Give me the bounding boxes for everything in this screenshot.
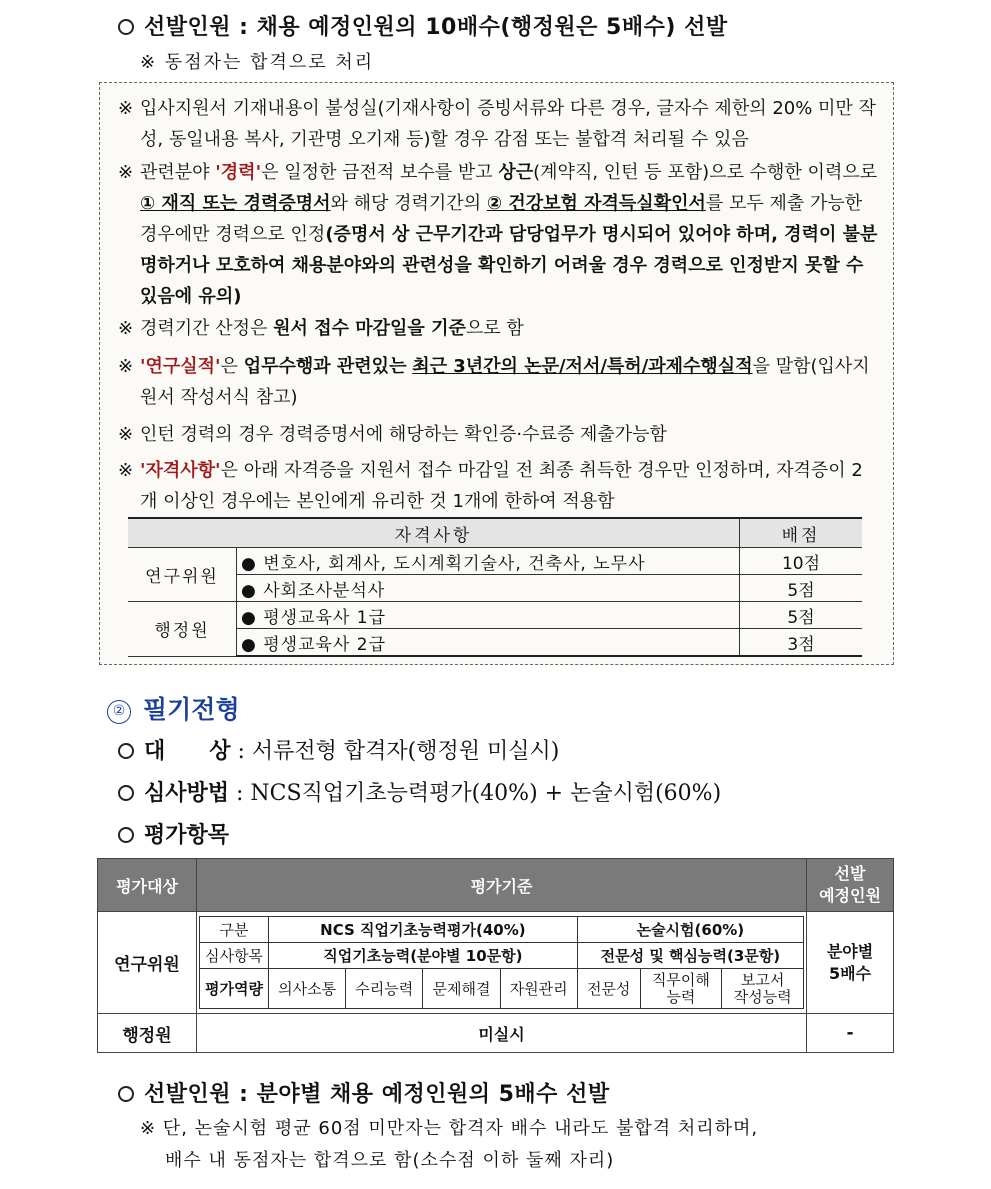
note-insincere: ※ 입사지원서 기재내용이 불성실(기재사항이 증빙서류와 다른 경우, 글자수 제한의 20% 미만 작성, 동일내용 복사, 기관명 오기재 등)할 경우 감점 또는 불합격 처리될 수 있음 <box>118 98 876 150</box>
table-row: 행정원 ● 평생교육사 1급 5점 <box>128 602 862 629</box>
selection-heading: 선발인원 : 채용 예정인원의 10배수(행정원은 5배수) 선발 <box>118 10 728 41</box>
circle-bullet-icon <box>118 1086 134 1102</box>
table-row: 행정원 미실시 - <box>98 1014 894 1053</box>
eval-head-select: 선발 예정인원 <box>807 859 894 912</box>
eval-head-criteria: 평가기준 <box>197 859 807 912</box>
note-research: ※ '연구실적'은 업무수행과 관련있는 최근 3년간의 논문/저서/특허/과제수행실적을 말함(입사지원서 작성서식 참고) <box>118 356 870 408</box>
note-intern: ※ 인턴 경력의 경우 경력증명서에 해당하는 확인증·수료증 제출가능함 <box>118 424 667 445</box>
qual-head-item: 자격사항 <box>128 518 740 548</box>
table-row: ● 평생교육사 2급 3점 <box>128 629 862 657</box>
circle-bullet-icon <box>118 743 134 759</box>
section-written-exam-title: ② 필기전형 <box>107 690 240 726</box>
target-row: 대 상 : 서류전형 합격자(행정원 미실시) <box>118 734 559 765</box>
bottom-note-2: 배수 내 동점자는 합격으로 함(소수점 이하 둘째 자리) <box>165 1150 615 1171</box>
circle-bullet-icon <box>118 19 134 35</box>
circle-bullet-icon <box>118 827 134 843</box>
qual-head-score: 배점 <box>740 518 863 548</box>
eval-inner-table: 구분 NCS 직업기초능력평가(40%) 논술시험(60%) 심사항목 직업기초능력(분야별 10문항) 전문성 및 핵심능력(3문항) 평가역량 의사소통 수리능력 문제해결 자원관리 전문성 직무이해 능력 보고서 작성능력 <box>199 916 804 1009</box>
table-row: ● 사회조사분석사 5점 <box>128 575 862 602</box>
eval-row-researcher: 연구위원 <box>98 912 197 1014</box>
qual-group-admin: 행정원 <box>128 602 237 657</box>
circle-bullet-icon <box>118 785 134 801</box>
eval-head-target: 평가대상 <box>98 859 197 912</box>
bottom-selection-heading: 선발인원 : 분야별 채용 예정인원의 5배수 선발 <box>118 1077 610 1108</box>
tie-note: ※ 동점자는 합격으로 처리 <box>140 52 375 73</box>
qualification-table <box>128 517 862 657</box>
note-career-period: ※ 경력기간 산정은 원서 접수 마감일을 기준으로 함 <box>118 318 524 339</box>
evaluation-table <box>97 858 894 1053</box>
bottom-note-1: ※ 단, 논술시험 평균 60점 미만자는 합격자 배수 내라도 불합격 처리하며, <box>140 1118 759 1139</box>
table-row <box>98 912 894 1014</box>
method-row: 심사방법 : NCS직업기초능력평가(40%) + 논술시험(60%) <box>118 776 721 807</box>
table-row: 연구위원 ● 변호사, 회계사, 도시계획기술사, 건축사, 노무사 10점 <box>128 548 862 575</box>
qual-group-researcher: 연구위원 <box>128 548 237 602</box>
note-career: ※ 관련분야 '경력'은 일정한 금전적 보수를 받고 상근(계약직, 인턴 등 포함)으로 수행한 이력으로 ① 재직 또는 경력증명서와 해당 경력기간의 ② 건강보험 자격득실확인서를 모두 제출 가능한 경우에만 경력으로 인정(증명서 상 근무기간과 담당업무가 명시되어 있어야 하며, 경력이 불분명하거나 모호하여 채용분야와의 관련성을 확인하기 어려울 경우 경력으로 인정받지 못할 수 있음에 유의) <box>118 162 878 307</box>
notes-box <box>99 82 894 665</box>
eval-select-researcher: 분야별 5배수 <box>807 912 894 1014</box>
items-row: 평가항목 <box>118 818 229 849</box>
eval-row-admin: 행정원 <box>98 1014 197 1053</box>
note-qualification: ※ '자격사항'은 아래 자격증을 지원서 접수 마감일 전 최종 취득한 경우만 인정하며, 자격증이 2개 이상인 경우에는 본인에게 유리한 것 1개에 한하여 적용함 <box>118 460 863 512</box>
